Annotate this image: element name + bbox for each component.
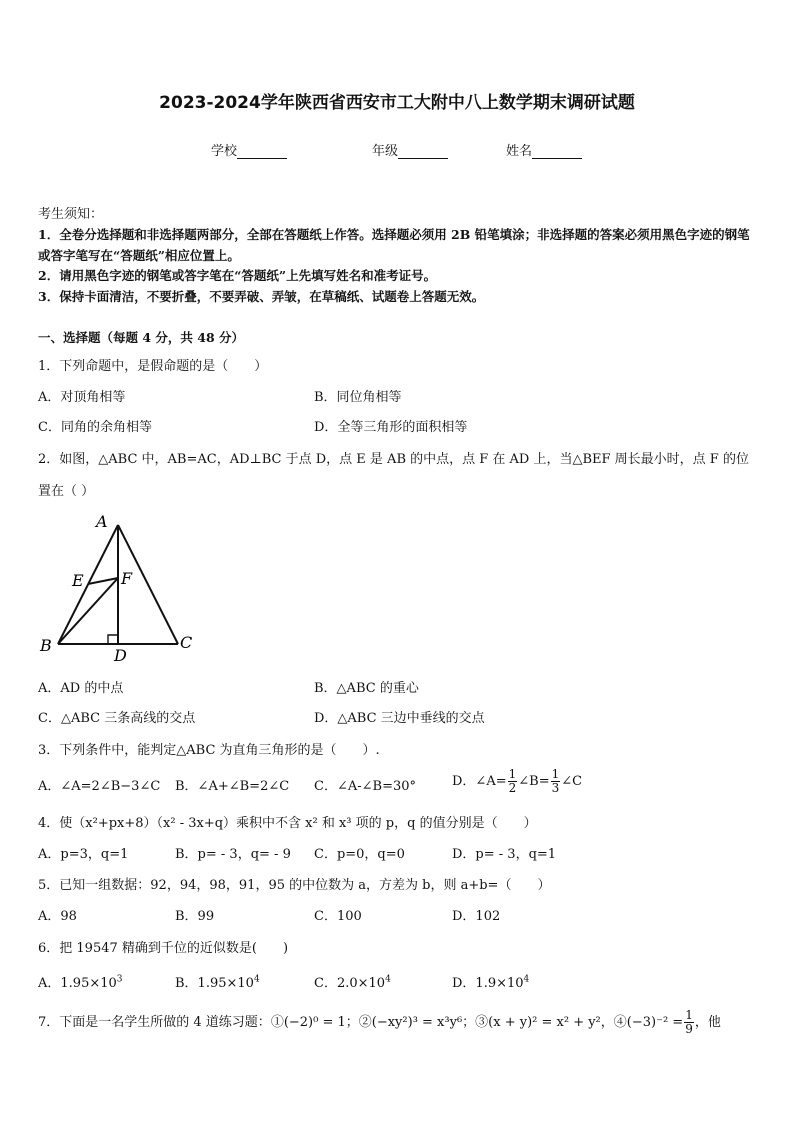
q5-stem: 5．已知一组数据：92，94，98，91，95 的中位数为 a，方差为 b，则 a+b=（ ）: [38, 878, 551, 893]
name-field[interactable]: [506, 140, 582, 159]
grade-label: 年级: [372, 144, 399, 159]
segment-ab: [58, 525, 118, 644]
q7-exercise-1: ①(−2)⁰ = 1；: [270, 1015, 359, 1030]
school-blank[interactable]: [237, 144, 287, 159]
q4-option-d[interactable]: D．p= - 3，q=1: [452, 847, 557, 862]
q2-option-a[interactable]: A．AD 的中点: [38, 681, 124, 696]
fraction-ninth: $\frac{1}{9}$: [685, 1008, 693, 1036]
q2-stem-line2: 置在（ ）: [38, 484, 95, 499]
notice-item-2: 2．请用黑色字迹的钢笔或答字笔在“答题纸”上先填写姓名和准考证号。: [38, 268, 437, 283]
section-heading: 一、选择题（每题 4 分，共 48 分）: [38, 330, 245, 345]
q3-stem: 3．下列条件中，能判定△ABC 为直角三角形的是（ ）.: [38, 743, 380, 758]
q2-triangle-figure: [34, 510, 204, 665]
label-c: C: [180, 633, 193, 652]
notice-heading: 考生须知：: [38, 207, 104, 222]
q6-option-b[interactable]: B．$1.95\times 10^4$: [175, 974, 260, 991]
q4-option-a[interactable]: A．p=3，q=1: [38, 847, 129, 862]
q5-option-d[interactable]: D．102: [452, 909, 501, 924]
label-a: A: [96, 512, 108, 531]
q4-option-c[interactable]: C．p=0，q=0: [314, 847, 405, 862]
q1-option-b[interactable]: B．同位角相等: [314, 390, 402, 405]
q7-exercise-3: ③(x + y)² = x² + y²，: [475, 1015, 614, 1030]
q3-option-b[interactable]: B．∠A+∠B=2∠C: [175, 779, 290, 794]
q4-stem: 4．使（x²+px+8）（x² - 3x+q）乘积中不含 x² 和 x³ 项的 p，q 的值分别是（ ）: [38, 816, 537, 831]
label-e: E: [72, 571, 84, 590]
label-b: B: [40, 636, 52, 655]
grade-blank[interactable]: [398, 144, 448, 159]
q4-option-b[interactable]: B．p= - 3，q= - 9: [175, 847, 291, 862]
q1-option-c[interactable]: C．同角的余角相等: [38, 420, 152, 435]
name-blank[interactable]: [532, 144, 582, 159]
q3-option-d[interactable]: D．∠A= $\frac{1}{2}$ ∠B= $\frac{1}{3}$ ∠C: [452, 767, 583, 795]
q6-stem: 6．把 19547 精确到千位的近似数是( ): [38, 941, 289, 956]
q6-option-c[interactable]: C．$2.0\times 10^4$: [314, 974, 391, 991]
q6-option-a[interactable]: A．$1.95\times 10^3$: [38, 974, 123, 991]
right-angle-mark: [108, 635, 118, 644]
school-field[interactable]: [211, 140, 287, 159]
q2-option-b[interactable]: B．△ABC 的重心: [314, 681, 419, 696]
notice-item-1: 1．全卷分选择题和非选择题两部分，全部在答题纸上作答。选择题必须用 2B 铅笔填涂；非选择题的答案必须用黑色字迹的钢笔或答字笔写在“答题纸”相应位置上。: [38, 227, 750, 263]
q7-exercise-4: ④(−3)⁻² =: [613, 1015, 684, 1030]
label-d: D: [114, 646, 127, 665]
q5-option-b[interactable]: B．99: [175, 909, 215, 924]
q2-stem-line1: 2．如图，△ABC 中，AB=AC，AD⊥BC 于点 D，点 E 是 AB 的中点，点 F 在 AD 上，当△BEF 周长最小时，点 F 的位: [38, 452, 749, 467]
fraction-half: $\frac{1}{2}$: [508, 767, 517, 795]
q1-option-d[interactable]: D．全等三角形的面积相等: [314, 420, 468, 435]
label-f: F: [121, 569, 133, 588]
page-title: 2023-2024学年陕西省西安市工大附中八上数学期末调研试题: [159, 93, 635, 113]
q2-option-c[interactable]: C．△ABC 三条高线的交点: [38, 711, 196, 726]
q2-option-d[interactable]: D．△ABC 三边中垂线的交点: [314, 711, 485, 726]
q3-option-a[interactable]: A．∠A=2∠B−3∠C: [38, 779, 161, 794]
notice-item-3: 3．保持卡面清洁，不要折叠，不要弄破、弄皱，在草稿纸、试题卷上答题无效。: [38, 289, 485, 304]
segment-bf: [58, 578, 118, 644]
q1-option-a[interactable]: A．对顶角相等: [38, 390, 126, 405]
fraction-third: $\frac{1}{3}$: [551, 767, 560, 795]
q7-exercise-2: ②(−xy²)³ = x³y⁶；: [358, 1015, 476, 1030]
q1-stem: 1．下列命题中，是假命题的是（ ）: [38, 359, 268, 374]
school-label: 学校: [211, 144, 238, 159]
name-label: 姓名: [506, 144, 533, 159]
q6-option-d[interactable]: D．$1.9\times 10^4$: [452, 974, 530, 991]
q5-option-a[interactable]: A．98: [38, 909, 77, 924]
q3-option-c[interactable]: C．∠A-∠B=30°: [314, 779, 417, 794]
grade-field[interactable]: [372, 140, 448, 159]
q5-option-c[interactable]: C．100: [314, 909, 362, 924]
q7-stem: 7．下面是一名学生所做的 4 道练习题：①(−2)⁰ = 1；②(−xy²)³ = x³y⁶；③(x + y)² = x² + y²，④(−3)⁻² = $\frac{1}{9}$ ，他: [38, 1008, 721, 1036]
